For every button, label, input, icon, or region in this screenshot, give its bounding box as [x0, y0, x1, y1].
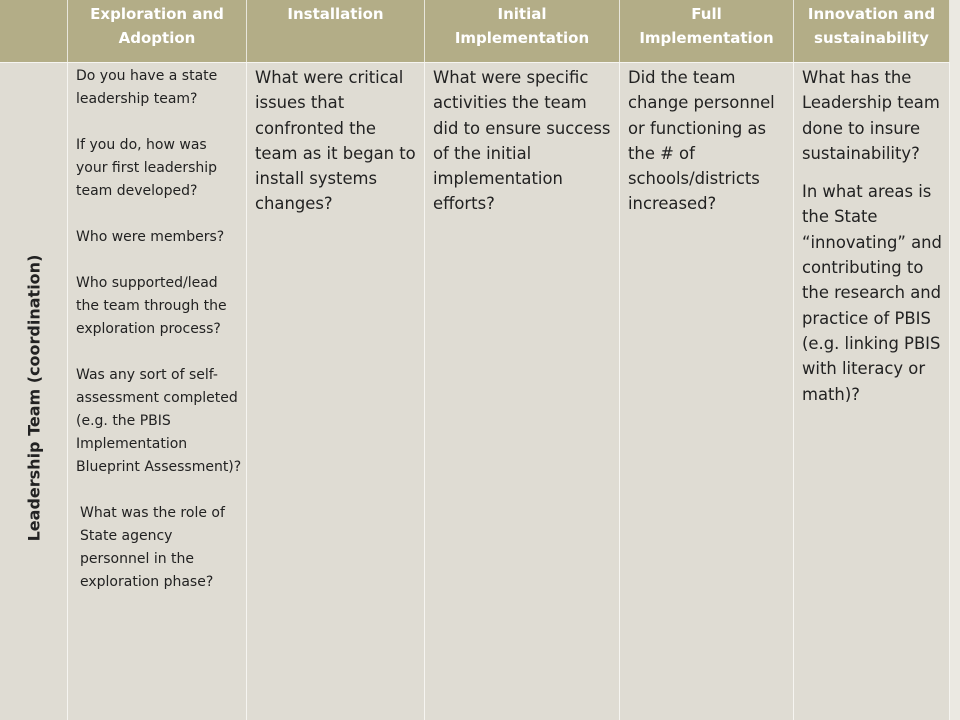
cell-installation — [247, 62, 425, 720]
innovation-question: In what areas is the State “innovating” and contributing to the research and practice of PBIS (e.g. linking PBIS with literacy or math)? — [802, 182, 942, 404]
exploration-question: Who were members? — [76, 229, 225, 245]
installation-question: What were critical issues that confronted the team as it began to install systems changes? — [255, 68, 416, 214]
header-exploration: Exploration and Adoption — [68, 0, 247, 62]
cell-innovation-sustainability — [794, 62, 950, 720]
full-implementation-question: Did the team change personnel or functioning as the # of schools/districts increased? — [628, 68, 775, 214]
exploration-question: What was the role of State agency personnel in the exploration phase? — [80, 505, 225, 590]
row-label: Leadership Team (coordination) — [24, 254, 44, 542]
innovation-question: What has the Leadership team done to insure sustainability? — [802, 68, 940, 163]
header-corner-cell — [0, 0, 68, 62]
header-initial-implementation: Initial Implementation — [425, 0, 620, 62]
cell-exploration — [68, 62, 247, 720]
cell-initial-implementation — [425, 62, 620, 720]
header-installation: Installation — [247, 0, 425, 62]
header-innovation-sustainability: Innovation and sustainability — [794, 0, 950, 62]
exploration-question: Was any sort of self-assessment completed (e.g. the PBIS Implementation Blueprint Assessment)? — [76, 367, 242, 475]
cell-full-implementation — [620, 62, 794, 720]
initial-implementation-question: What were specific activities the team did to ensure success of the initial implementation efforts? — [433, 68, 611, 214]
header-full-implementation: Full Implementation — [620, 0, 794, 62]
exploration-question: If you do, how was your first leadership team developed? — [76, 137, 218, 199]
slide-edge — [950, 0, 960, 720]
exploration-question: Who supported/lead the team through the exploration process? — [76, 275, 227, 337]
exploration-question: Do you have a state leadership team? — [76, 68, 218, 107]
